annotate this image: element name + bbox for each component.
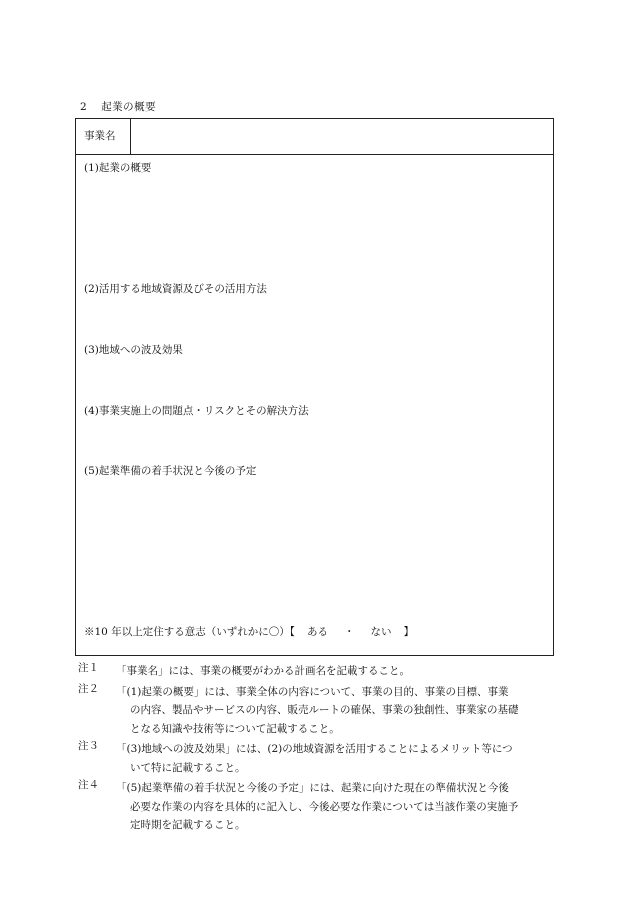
- note-item: [78, 779, 558, 835]
- note-line: 定時期を記載すること。: [130, 819, 246, 831]
- business-name-row: [76, 119, 553, 155]
- residence-intent-line: [84, 626, 414, 639]
- section-heading: [80, 101, 156, 114]
- note-label: 注２: [78, 682, 99, 695]
- note-line: 必要な作業の内容を具体的に記入し、今後必要な作業については当該作業の実施予: [130, 800, 519, 813]
- item-regional-effect: (3)地域への波及効果: [84, 344, 183, 356]
- note-line: の内容、製品やサービスの内容、販売ルートの確保、事業の独創性、事業家の基礎: [130, 704, 519, 716]
- item-business-overview: (1)起業の概要: [84, 162, 152, 174]
- note-line: 「(5)起業準備の着手状況と今後の予定」には、起業に向けた現在の準備状況と今後: [116, 782, 509, 794]
- note-item: [78, 683, 558, 739]
- option-separator: ・: [343, 626, 355, 638]
- section-title: 起業の概要: [101, 101, 157, 113]
- option-yes[interactable]: ある: [306, 626, 328, 638]
- item-preparation-status: (5)起業準備の着手状況と今後の予定: [84, 465, 257, 477]
- note-line: 「(1)起業の概要」には、事業全体の内容について、事業の目的、事業の目標、事業: [116, 685, 509, 698]
- note-item: [78, 662, 558, 681]
- item-local-resources: (2)活用する地域資源及びその活用方法: [84, 283, 267, 295]
- bracket-open: 【: [289, 626, 295, 638]
- note-line: となる知識や技術等について記載すること。: [130, 722, 340, 735]
- note-label: 注３: [78, 740, 99, 752]
- section-number: 2: [80, 101, 88, 113]
- notes-list: [78, 662, 558, 837]
- option-no[interactable]: ない: [370, 626, 392, 638]
- note-item: [78, 740, 558, 777]
- business-name-label: 事業名: [76, 119, 131, 154]
- business-overview-form: [75, 118, 554, 656]
- bracket-close: 】: [403, 626, 414, 638]
- item-risks-solutions: (4)事業実施上の問題点・リスクとその解決方法: [84, 405, 309, 417]
- residence-intent-prefix: ※10 年以上定住する意志（いずれかに〇）: [84, 626, 290, 638]
- note-line: 「(3)地域への波及効果」には、(2)の地域資源を活用することによるメリット等につ: [116, 743, 513, 755]
- note-line: いて特に記載すること。: [130, 761, 246, 774]
- note-label: 注４: [78, 779, 99, 791]
- note-label: 注１: [78, 662, 99, 674]
- note-line: 「事業名」には、事業の概要がわかる計画名を記載すること。: [116, 665, 410, 677]
- business-name-field[interactable]: [132, 119, 553, 154]
